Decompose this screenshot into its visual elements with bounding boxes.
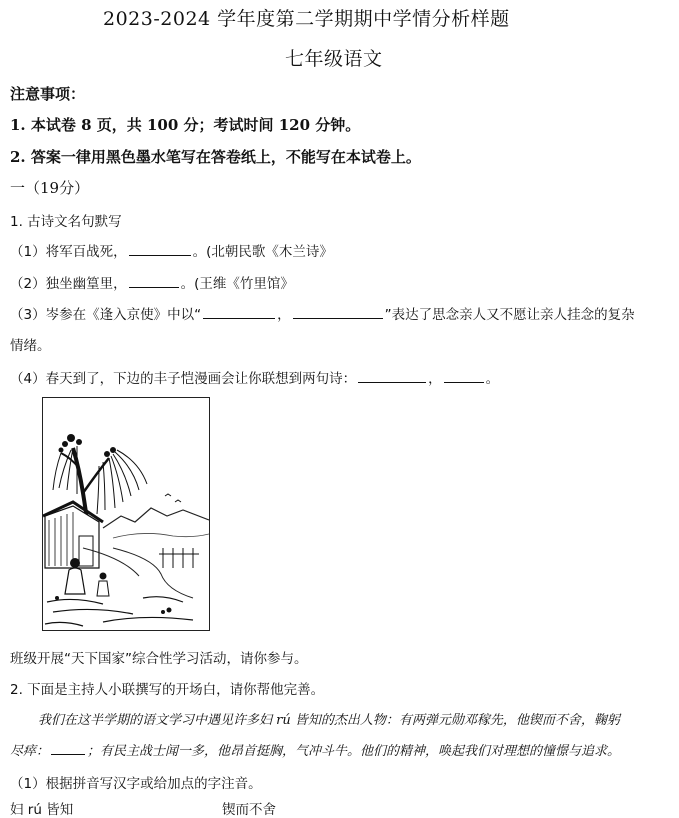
- question-1-title: 1. 古诗文名句默写: [10, 214, 122, 230]
- exam-title: 2023-2024 学年度第二学期期中学情分析样题: [103, 8, 510, 30]
- part-2-suffix: 。(王维《竹里馆》: [180, 276, 294, 292]
- part-1-prefix: （1）将军百战死，: [10, 244, 127, 260]
- answer-blank[interactable]: [203, 306, 275, 319]
- pinyin-item-a: 妇 rú 皆知: [10, 802, 74, 818]
- activity-intro: 班级开展“天下国家”综合性学习活动，请你参与。: [10, 651, 308, 667]
- question-1-part-3: [10, 303, 635, 323]
- answer-blank[interactable]: [129, 243, 191, 256]
- part-4-prefix: （4）春天到了，下边的丰子恺漫画会让你联想到两句诗：: [10, 371, 357, 387]
- pinyin-item-b: 锲而不舍: [222, 802, 276, 818]
- answer-blank[interactable]: [51, 742, 85, 755]
- question-2-sub-1: （1）根据拼音写汉字或给加点的字注音。: [10, 776, 262, 792]
- question-1-part-4: [10, 367, 499, 387]
- part-3-mid: ，: [277, 307, 291, 323]
- part-1-suffix: 。(北朝民歌《木兰诗》: [192, 244, 333, 260]
- opening-paragraph-line-1: 我们在这半学期的语文学习中遇见许多妇 rú 皆知的杰出人物：有两弹元勋邓稼先，他锲而不舍，鞠躬: [38, 713, 620, 728]
- question-1-part-3-cont: 情绪。: [10, 338, 51, 354]
- landscape-illustration: [43, 398, 209, 630]
- notes-item-1: 1. 本试卷 8 页，共 100 分；考试时间 120 分钟。: [10, 116, 361, 134]
- line-2-suffix: ；有民主战士闻一多，他昂首挺胸，气冲斗牛。他们的精神，唤起我们对理想的憧憬与追求。: [87, 744, 621, 759]
- line-2-prefix: 尽瘁：: [10, 744, 50, 759]
- question-1-part-1: [10, 240, 333, 260]
- question-1-part-2: [10, 272, 294, 292]
- part-2-prefix: （2）独坐幽篁里，: [10, 276, 127, 292]
- part-3-suffix: ”表达了思念亲人又不愿让亲人挂念的复杂: [384, 307, 635, 323]
- part-4-suffix: 。: [485, 371, 500, 387]
- question-2-title: 2. 下面是主持人小联撰写的开场白，请你帮他完善。: [10, 682, 325, 698]
- answer-blank[interactable]: [444, 370, 484, 383]
- answer-blank[interactable]: [129, 275, 179, 288]
- part-4-mid: ，: [428, 371, 442, 387]
- feng-zikai-cartoon-image: [42, 397, 210, 631]
- notes-item-2: 2. 答案一律用黑色墨水笔写在答卷纸上，不能写在本试卷上。: [10, 148, 421, 166]
- notes-heading: 注意事项：: [10, 85, 86, 103]
- answer-blank[interactable]: [293, 306, 383, 319]
- section-heading: 一（19分）: [10, 179, 90, 197]
- exam-subtitle: 七年级语文: [285, 48, 383, 70]
- answer-blank[interactable]: [358, 370, 426, 383]
- part-3-prefix: （3）岑参在《逢入京使》中以“: [10, 307, 202, 323]
- opening-paragraph-line-2: [10, 740, 620, 759]
